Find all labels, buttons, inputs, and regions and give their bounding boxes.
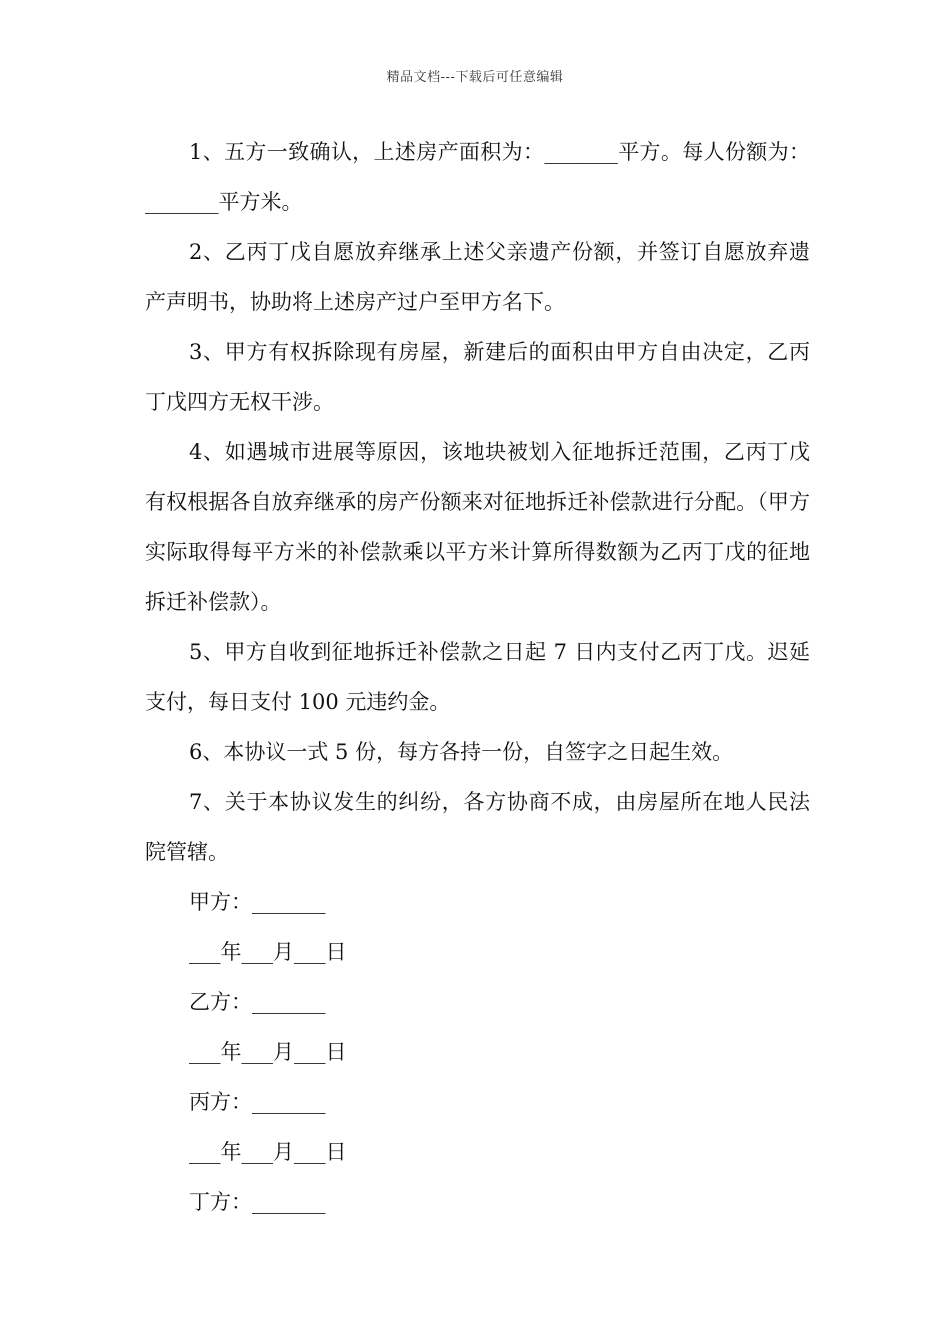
signature-party-d: 丁方：_______ [189,1190,326,1214]
clause-6: 6、本协议一式 5 份，每方各持一份，自签字之日起生效。 [189,740,734,764]
clause-2: 2、乙丙丁戊自愿放弃继承上述父亲遗产份额，并签订自愿放弃遗产声明书，协助将上述房产过户至甲方名下。 [145,240,810,314]
document-body [145,127,810,1227]
signature-date-a: ___年___月___日 [189,940,347,964]
clause-3: 3、甲方有权拆除现有房屋，新建后的面积由甲方自由决定，乙丙丁戊四方无权干涉。 [145,340,810,414]
clause-7: 7、关于本协议发生的纠纷，各方协商不成，由房屋所在地人民法院管辖。 [145,790,810,864]
signature-date-b: ___年___月___日 [189,1040,347,1064]
clause-1: 1、五方一致确认，上述房产面积为：_______平方。每人份额为：_______平方米。 [145,140,810,214]
signature-party-a: 甲方：_______ [189,890,326,914]
clause-5: 5、甲方自收到征地拆迁补偿款之日起 7 日内支付乙丙丁戊。迟延支付，每日支付 100 元违约金。 [145,640,810,714]
signature-party-b: 乙方：_______ [189,990,326,1014]
clause-4: 4、如遇城市进展等原因，该地块被划入征地拆迁范围，乙丙丁戊有权根据各自放弃继承的房产份额来对征地拆迁补偿款进行分配。（甲方实际取得每平方米的补偿款乘以平方米计算所得数额为乙丙丁戊的征地拆迁补偿款）。 [145,440,810,614]
signature-date-c: ___年___月___日 [189,1140,347,1164]
page-header: 精品文档---下载后可任意编辑 [386,70,564,85]
signature-party-c: 丙方：_______ [189,1090,326,1114]
